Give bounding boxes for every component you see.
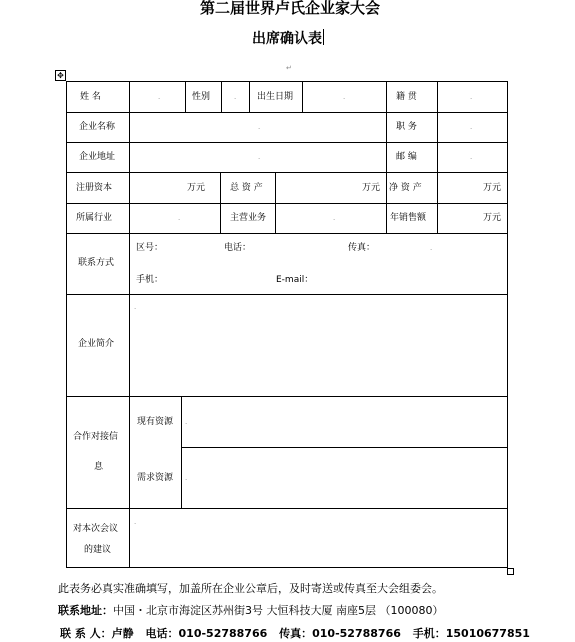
address-value: 中国・北京市海淀区苏州街3号 大恒科技大厦 南座5层 （100080） [113, 604, 444, 617]
label-postcode: 邮 编 [396, 152, 417, 162]
label-company-name: 企业名称 [79, 122, 116, 132]
label-fax: 传真： [348, 243, 376, 253]
document-subtitle: 出席确认表 [252, 31, 322, 47]
footer-fax-value: 010-52788766 [312, 627, 401, 640]
label-industry: 所属行业 [76, 213, 113, 223]
label-suggestions-line1: 对本次会议 [73, 524, 119, 534]
label-existing-resources: 现有资源 [137, 417, 174, 427]
label-contact: 联系方式 [78, 258, 115, 268]
unit-wanyuan: 万元 [483, 213, 502, 223]
label-birth-date: 出生日期 [257, 92, 294, 102]
footer-fax-label: 传真： [279, 627, 313, 640]
label-annual-sales: 年销售额 [390, 213, 427, 223]
unit-wanyuan: 万元 [187, 183, 206, 193]
label-needed-resources: 需求资源 [137, 473, 174, 483]
document-title: 第二届世界卢氏企业家大会 [200, 0, 381, 17]
label-name: 姓 名 [80, 92, 101, 102]
label-company-intro: 企业简介 [78, 339, 115, 349]
label-total-assets: 总 资 产 [230, 183, 263, 193]
label-company-address: 企业地址 [79, 152, 116, 162]
label-email: E-mail： [276, 275, 314, 285]
footer-phone-value: 010-52788766 [178, 627, 268, 640]
label-registered-capital: 注册资本 [76, 183, 113, 193]
label-main-business: 主营业务 [230, 213, 267, 223]
contact-person-label: 联 系 人： [60, 627, 112, 640]
footer-mobile-value: 15010677851 [445, 627, 530, 640]
contact-person-name: 卢静 [111, 627, 134, 640]
label-area-code: 区号： [136, 243, 164, 253]
label-position: 职 务 [396, 122, 417, 132]
label-phone: 电话： [224, 243, 252, 253]
label-gender: 性别 [192, 92, 211, 102]
footer-mobile-label: 手机： [412, 627, 446, 640]
label-net-assets: 净 资 产 [389, 183, 422, 193]
label-cooperation-info-line1: 合作对接信 [73, 432, 119, 442]
label-mobile: 手机： [136, 275, 164, 285]
address-label: 联系地址： [58, 604, 113, 617]
label-cooperation-info-line2: 息 [94, 462, 104, 472]
notice-text: 此表务必真实准确填写，加盖所在企业公章后，及时寄送或传真至大会组委会。 [58, 582, 443, 595]
contact-person-line [60, 625, 530, 641]
label-native-place: 籍 贯 [396, 92, 417, 102]
unit-wanyuan: 万元 [362, 183, 381, 193]
table-resize-handle-icon[interactable] [507, 568, 514, 575]
text-cursor [323, 29, 324, 45]
unit-wanyuan: 万元 [483, 183, 502, 193]
paragraph-mark: ↵ [286, 64, 292, 72]
table-move-handle-icon[interactable]: ✥ [55, 70, 66, 81]
contact-address-line [58, 602, 443, 618]
footer-phone-label: 电话： [145, 627, 179, 640]
label-suggestions-line2: 的建议 [84, 545, 112, 555]
